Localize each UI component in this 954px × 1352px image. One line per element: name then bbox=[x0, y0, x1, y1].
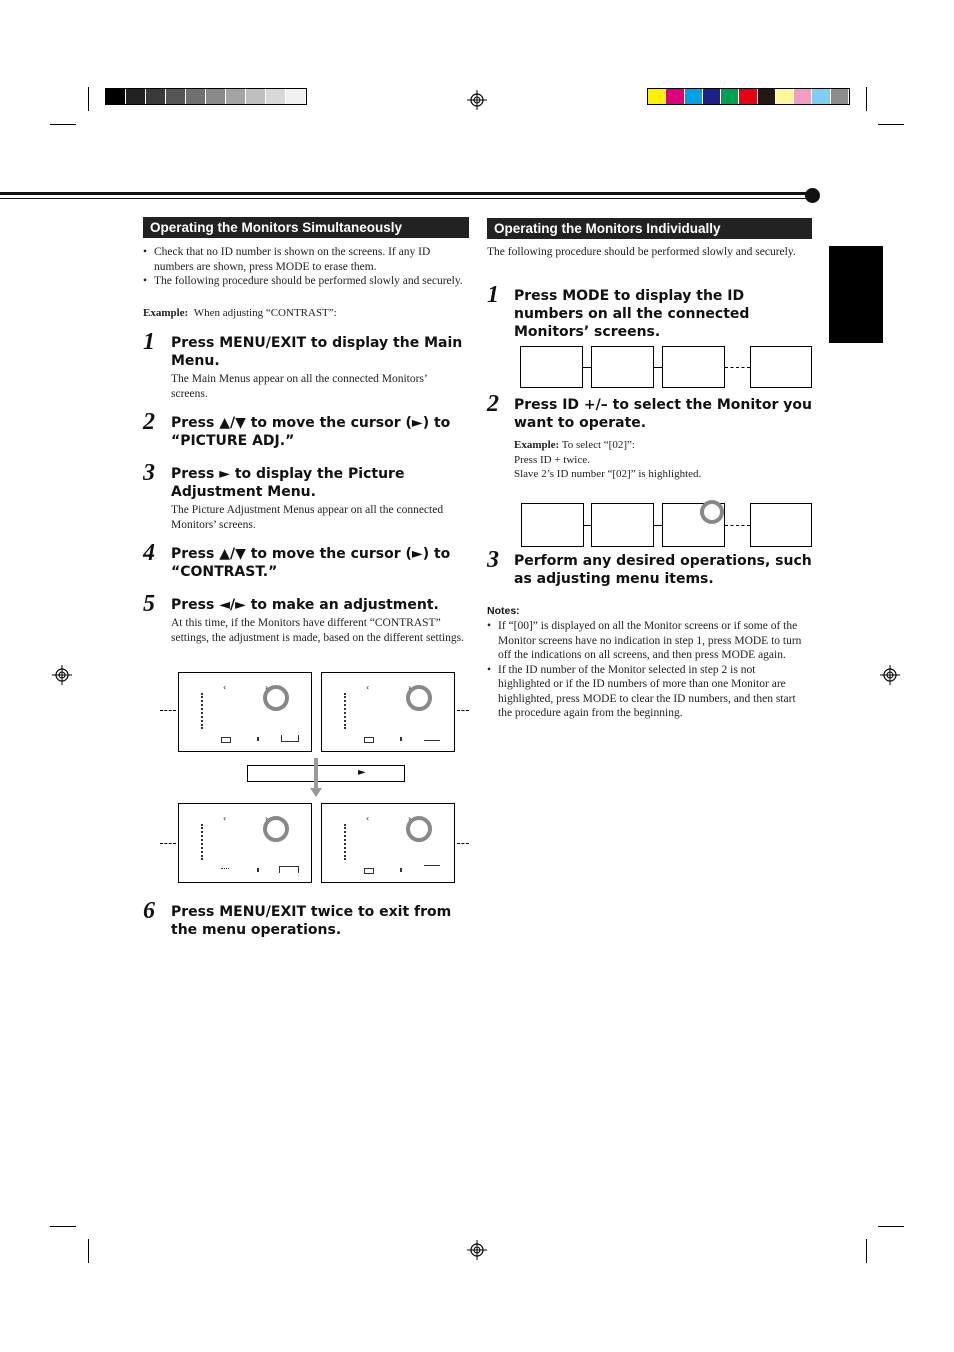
monitor-screen bbox=[321, 803, 455, 883]
header-rule-dot bbox=[805, 188, 820, 203]
precaution-list bbox=[143, 245, 468, 289]
menu-glyph: › bbox=[408, 683, 412, 692]
menu-icons bbox=[344, 824, 352, 860]
connection-line bbox=[725, 367, 750, 368]
flow-arrow bbox=[314, 758, 318, 792]
connection-line bbox=[725, 525, 750, 526]
color-swatch bbox=[721, 89, 739, 104]
highlight-circle bbox=[406, 816, 432, 842]
header-rule bbox=[0, 192, 812, 195]
highlight-circle bbox=[263, 816, 289, 842]
example-label: Example: bbox=[514, 439, 560, 451]
step-number: 1 bbox=[487, 282, 499, 308]
monitor-screen bbox=[662, 503, 725, 547]
step-number: 1 bbox=[143, 329, 155, 355]
connection-line bbox=[584, 525, 591, 526]
note-item: • If “[00]” is displayed on all the Monitor screens or if some of the Monitor screens have no indication in step 1, press MODE to turn off the indications on all screens, and then press MODE again. bbox=[487, 619, 809, 663]
contrast-bar bbox=[221, 737, 231, 743]
section-heading-simultaneous: Operating the Monitors Simultaneously bbox=[143, 217, 469, 238]
color-swatch bbox=[812, 89, 830, 104]
example-line: Slave 2’s ID number “[02]” is highlighted. bbox=[514, 468, 702, 480]
color-swatch bbox=[703, 89, 721, 104]
menu-glyph: › bbox=[265, 814, 269, 823]
step-title: Press ◄/► to make an adjustment. bbox=[171, 597, 439, 613]
connection-line bbox=[583, 367, 591, 368]
color-swatch bbox=[126, 89, 146, 104]
color-swatch bbox=[831, 89, 849, 104]
highlight-circle bbox=[406, 685, 432, 711]
contrast-bar bbox=[364, 868, 374, 874]
color-swatch bbox=[648, 89, 666, 104]
monitor-screen bbox=[321, 672, 455, 752]
color-swatch bbox=[666, 89, 684, 104]
color-swatch bbox=[106, 89, 126, 104]
right-arrow-icon: ► bbox=[358, 767, 366, 778]
contrast-bar bbox=[400, 868, 402, 872]
crop-mark bbox=[878, 1226, 904, 1227]
color-swatch bbox=[739, 89, 757, 104]
crop-mark bbox=[866, 1239, 867, 1263]
id-select-diagram bbox=[519, 502, 814, 548]
crop-mark bbox=[50, 124, 76, 125]
menu-glyph: › bbox=[408, 814, 412, 823]
connection-line bbox=[654, 367, 662, 368]
intro-text: The following procedure should be performed slowly and securely. bbox=[487, 246, 796, 258]
menu-glyph: ‹ bbox=[366, 683, 370, 692]
color-swatch bbox=[146, 89, 166, 104]
contrast-bar bbox=[221, 868, 229, 871]
color-swatch bbox=[226, 89, 246, 104]
step-description: The Picture Adjustment Menus appear on all the connected Monitors’ screens. bbox=[171, 504, 444, 531]
color-swatch bbox=[206, 89, 226, 104]
highlight-circle bbox=[700, 500, 724, 524]
step-description: At this time, if the Monitors have different “CONTRAST” settings, the adjustment is made, based on the different settings. bbox=[171, 617, 464, 644]
id-display-diagram bbox=[519, 345, 814, 390]
color-registration-bar bbox=[647, 88, 850, 105]
connection-line bbox=[160, 843, 176, 844]
contrast-bar bbox=[400, 737, 402, 741]
connection-line bbox=[654, 525, 662, 526]
contrast-bar bbox=[279, 866, 299, 873]
monitor-screen bbox=[520, 346, 583, 388]
color-swatch bbox=[685, 89, 703, 104]
example-line: Press ID + twice. bbox=[514, 453, 590, 466]
color-swatch bbox=[246, 89, 266, 104]
crop-mark bbox=[88, 1239, 89, 1263]
step-number: 3 bbox=[143, 460, 155, 486]
menu-glyph: ‹ bbox=[366, 814, 370, 823]
gray-registration-bar bbox=[105, 88, 307, 105]
step-example bbox=[514, 438, 814, 482]
step-number: 2 bbox=[143, 409, 155, 435]
contrast-bar bbox=[424, 740, 440, 741]
example-line bbox=[143, 306, 468, 321]
notes-label: Notes: bbox=[487, 605, 520, 617]
menu-glyph: ‹ bbox=[223, 683, 227, 692]
highlight-circle bbox=[263, 685, 289, 711]
crop-mark bbox=[88, 87, 89, 111]
step-title: Press MODE to display the ID numbers on all the connected Monitors’ screens. bbox=[514, 288, 750, 340]
step-title: Press ID +/– to select the Monitor you want to operate. bbox=[514, 397, 812, 431]
crop-mark bbox=[878, 124, 904, 125]
step-description: The Main Menus appear on all the connected Monitors’ screens. bbox=[171, 373, 427, 400]
contrast-bar bbox=[364, 737, 374, 743]
registration-target-icon bbox=[467, 1240, 487, 1260]
header-rule-thin bbox=[0, 198, 812, 199]
step-title: Press ► to display the Picture Adjustment Menu. bbox=[171, 466, 405, 500]
connection-line bbox=[457, 710, 469, 711]
note-item: • If the ID number of the Monitor selected in step 2 is not highlighted or if the ID numbers of more than one Monitor are highlighted, press MODE to clear the ID numbers, and then start the procedure again from the beginning. bbox=[487, 663, 809, 721]
simultaneous-adjust-diagram bbox=[160, 670, 470, 885]
monitor-screen bbox=[591, 346, 654, 388]
menu-icons bbox=[344, 693, 352, 729]
color-swatch bbox=[186, 89, 206, 104]
step-number: 5 bbox=[143, 591, 155, 617]
step-title: Press ▲/▼ to move the cursor (►) to “CONTRAST.” bbox=[171, 546, 451, 580]
language-tab bbox=[829, 246, 883, 343]
example-label: Example: bbox=[143, 307, 189, 319]
step-title: Perform any desired operations, such as adjusting menu items. bbox=[514, 553, 812, 587]
crop-mark bbox=[866, 87, 867, 111]
connection-line bbox=[457, 843, 469, 844]
color-swatch bbox=[166, 89, 186, 104]
monitor-screen bbox=[750, 503, 812, 547]
monitor-screen bbox=[750, 346, 812, 388]
menu-icons bbox=[201, 693, 209, 729]
step-number: 6 bbox=[143, 898, 155, 924]
section-heading-individual: Operating the Monitors Individually bbox=[487, 218, 812, 239]
menu-glyph: › bbox=[265, 683, 269, 692]
color-swatch bbox=[758, 89, 776, 104]
monitor-screen bbox=[591, 503, 654, 547]
precaution-item: • Check that no ID number is shown on the screens. If any ID numbers are shown, press MODE to erase them. bbox=[143, 245, 468, 274]
step-title: Press ▲/▼ to move the cursor (►) to “PICTURE ADJ.” bbox=[171, 415, 451, 449]
notes-list bbox=[487, 619, 809, 721]
monitor-screen bbox=[521, 503, 584, 547]
connection-line bbox=[160, 710, 176, 711]
menu-glyph: ‹ bbox=[223, 814, 227, 823]
contrast-bar bbox=[424, 865, 440, 866]
example-text: When adjusting “CONTRAST”: bbox=[193, 307, 337, 319]
adjust-button-graphic bbox=[247, 765, 405, 782]
step-number: 2 bbox=[487, 391, 499, 417]
crop-mark bbox=[50, 1226, 76, 1227]
monitor-screen bbox=[178, 672, 312, 752]
monitor-screen bbox=[662, 346, 725, 388]
registration-target-icon bbox=[467, 90, 487, 110]
color-swatch bbox=[266, 89, 286, 104]
menu-icons bbox=[201, 824, 209, 860]
monitor-screen bbox=[178, 803, 312, 883]
step-number: 4 bbox=[143, 540, 155, 566]
step-title: Press MENU/EXIT to display the Main Menu. bbox=[171, 335, 463, 369]
flow-arrow-head bbox=[310, 788, 322, 797]
color-swatch bbox=[286, 89, 306, 104]
contrast-bar bbox=[257, 868, 259, 872]
step-title: Press MENU/EXIT twice to exit from the menu operations. bbox=[171, 904, 452, 938]
registration-target-icon bbox=[52, 665, 72, 685]
contrast-bar bbox=[257, 737, 259, 741]
step-number: 3 bbox=[487, 547, 499, 573]
example-text: To select “[02]”: bbox=[561, 439, 635, 451]
contrast-bar bbox=[281, 735, 299, 742]
precaution-item: • The following procedure should be performed slowly and securely. bbox=[143, 274, 468, 289]
registration-target-icon bbox=[880, 665, 900, 685]
color-swatch bbox=[794, 89, 812, 104]
color-swatch bbox=[776, 89, 794, 104]
